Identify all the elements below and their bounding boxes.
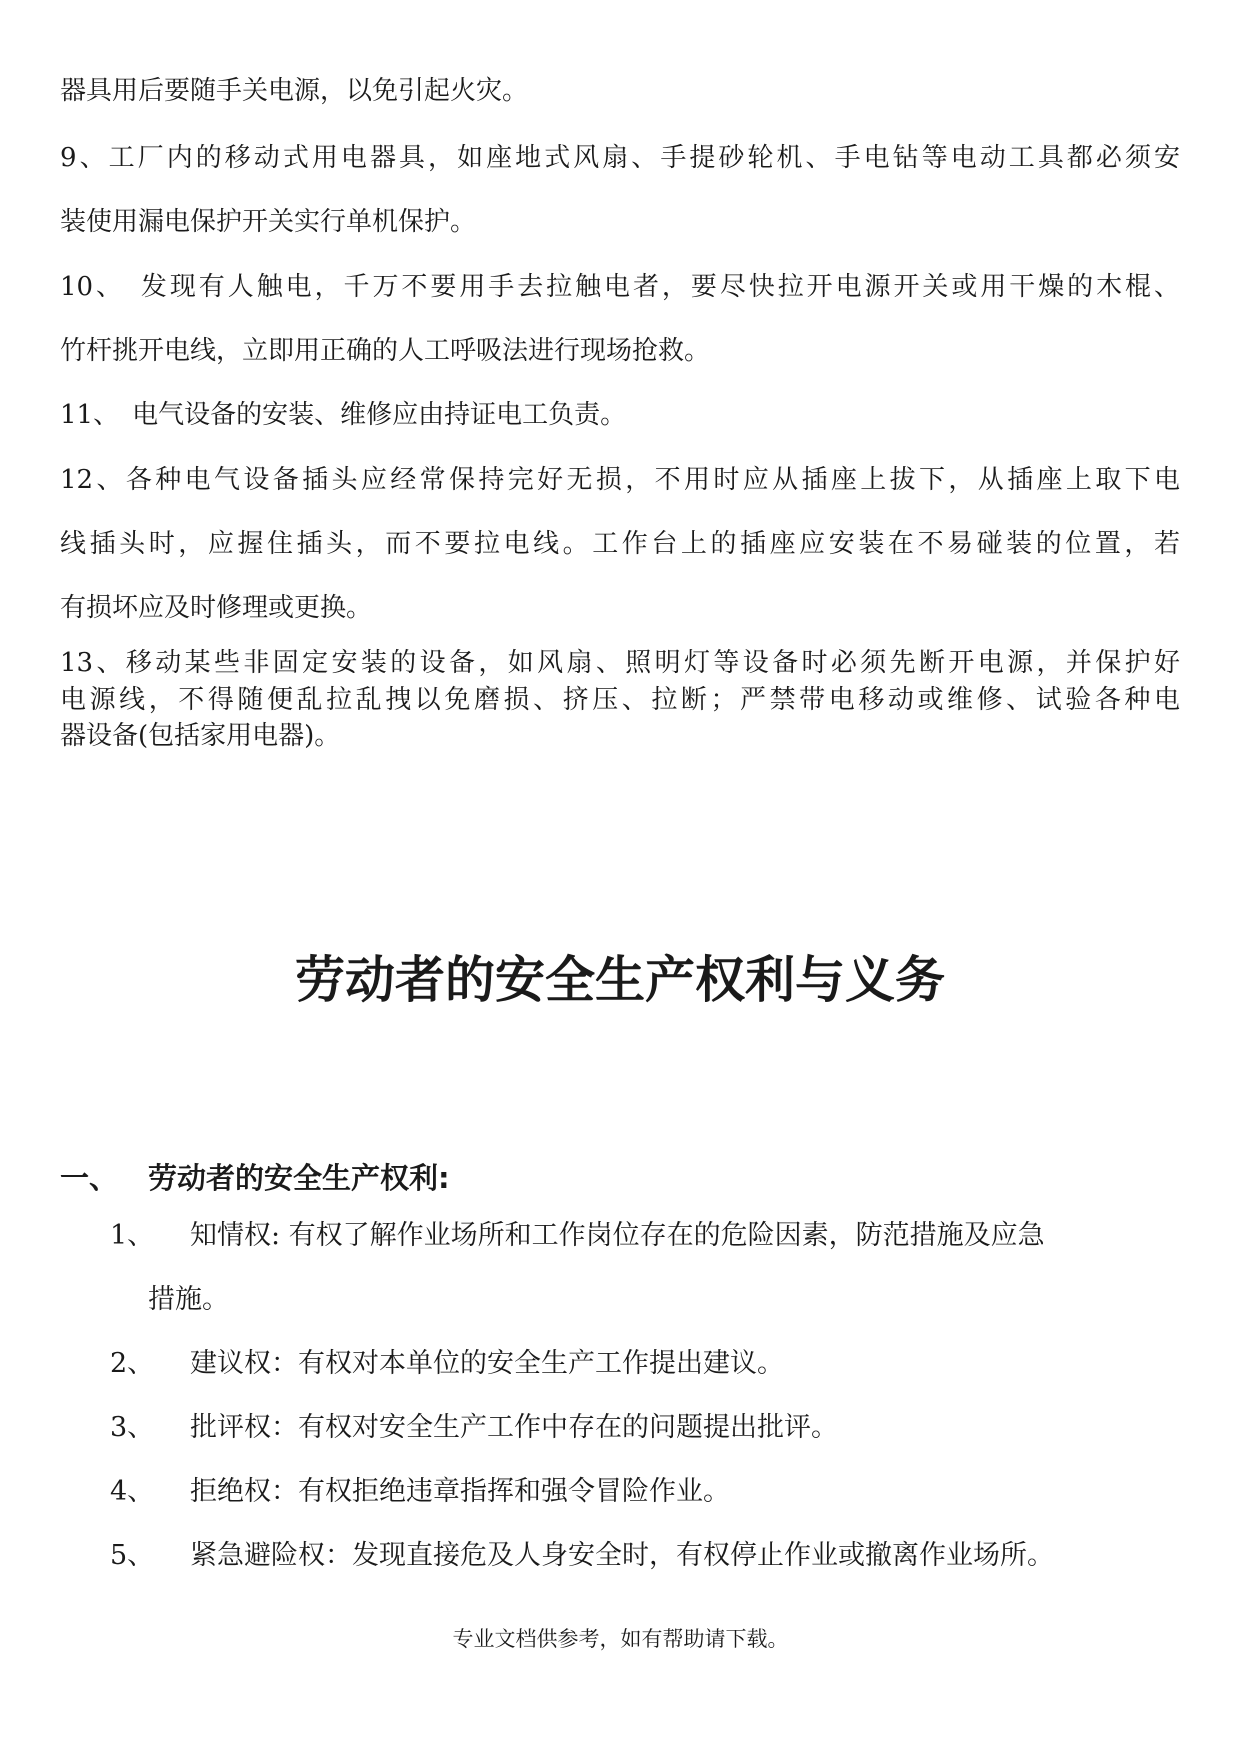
right-item-text-continued: 措施。 — [148, 1284, 229, 1315]
right-item-number: 2、 — [110, 1348, 155, 1379]
section-number: 一、 — [60, 1161, 119, 1195]
section-heading — [60, 1160, 450, 1196]
section-heading-text: 劳动者的安全生产权利: — [148, 1161, 450, 1195]
right-item-text: 批评权：有权对安全生产工作中存在的问题提出批评。 — [190, 1412, 838, 1443]
continuation-line: 器具用后要随手关电源，以免引起火灾。 — [60, 76, 529, 106]
right-item-text: 紧急避险权：发现直接危及人身安全时，有权停止作业或撤离作业场所。 — [190, 1540, 1054, 1571]
right-item-number: 1、 — [110, 1220, 155, 1251]
rule-13-line-3: 器设备(包括家用电器)。 — [60, 721, 341, 751]
page-title: 劳动者的安全生产权利与义务 — [295, 951, 945, 1009]
rule-10-line-1: 10、 发现有人触电，千万不要用手去拉触电者，要尽快拉开电源开关或用干燥的木棍、 — [60, 272, 1180, 302]
rule-12-line-1: 12、各种电气设备插头应经常保持完好无损，不用时应从插座上拔下，从插座上取下电 — [60, 465, 1180, 495]
rule-13-line-1: 13、移动某些非固定安装的设备，如风扇、照明灯等设备时必须先断开电源，并保护好 — [60, 648, 1180, 678]
rule-9-line-2: 装使用漏电保护开关实行单机保护。 — [60, 207, 477, 237]
right-item-number: 4、 — [110, 1476, 155, 1507]
page-footer: 专业文档供参考，如有帮助请下载。 — [452, 1627, 789, 1651]
rule-12-line-3: 有损坏应及时修理或更换。 — [60, 593, 373, 623]
right-item-text: 知情权: 有权了解作业场所和工作岗位存在的危险因素，防范措施及应急 — [190, 1220, 1045, 1251]
rule-11-line-1: 11、 电气设备的安装、维修应由持证电工负责。 — [60, 400, 627, 430]
rule-12-line-2: 线插头时，应握住插头，而不要拉电线。工作台上的插座应安装在不易碰装的位置，若 — [60, 529, 1180, 559]
rule-10-line-2: 竹杆挑开电线，立即用正确的人工呼吸法进行现场抢救。 — [60, 336, 711, 366]
right-item-number: 5、 — [110, 1540, 155, 1571]
right-item-text: 建议权：有权对本单位的安全生产工作提出建议。 — [190, 1348, 784, 1379]
rule-13-line-2: 电源线，不得随便乱拉乱拽以免磨损、挤压、拉断；严禁带电移动或维修、试验各种电 — [60, 685, 1180, 715]
rule-9-line-1: 9、工厂内的移动式用电器具，如座地式风扇、手提砂轮机、手电钻等电动工具都必须安 — [60, 143, 1180, 173]
right-item-text: 拒绝权：有权拒绝违章指挥和强令冒险作业。 — [190, 1476, 730, 1507]
right-item-number: 3、 — [110, 1412, 155, 1443]
